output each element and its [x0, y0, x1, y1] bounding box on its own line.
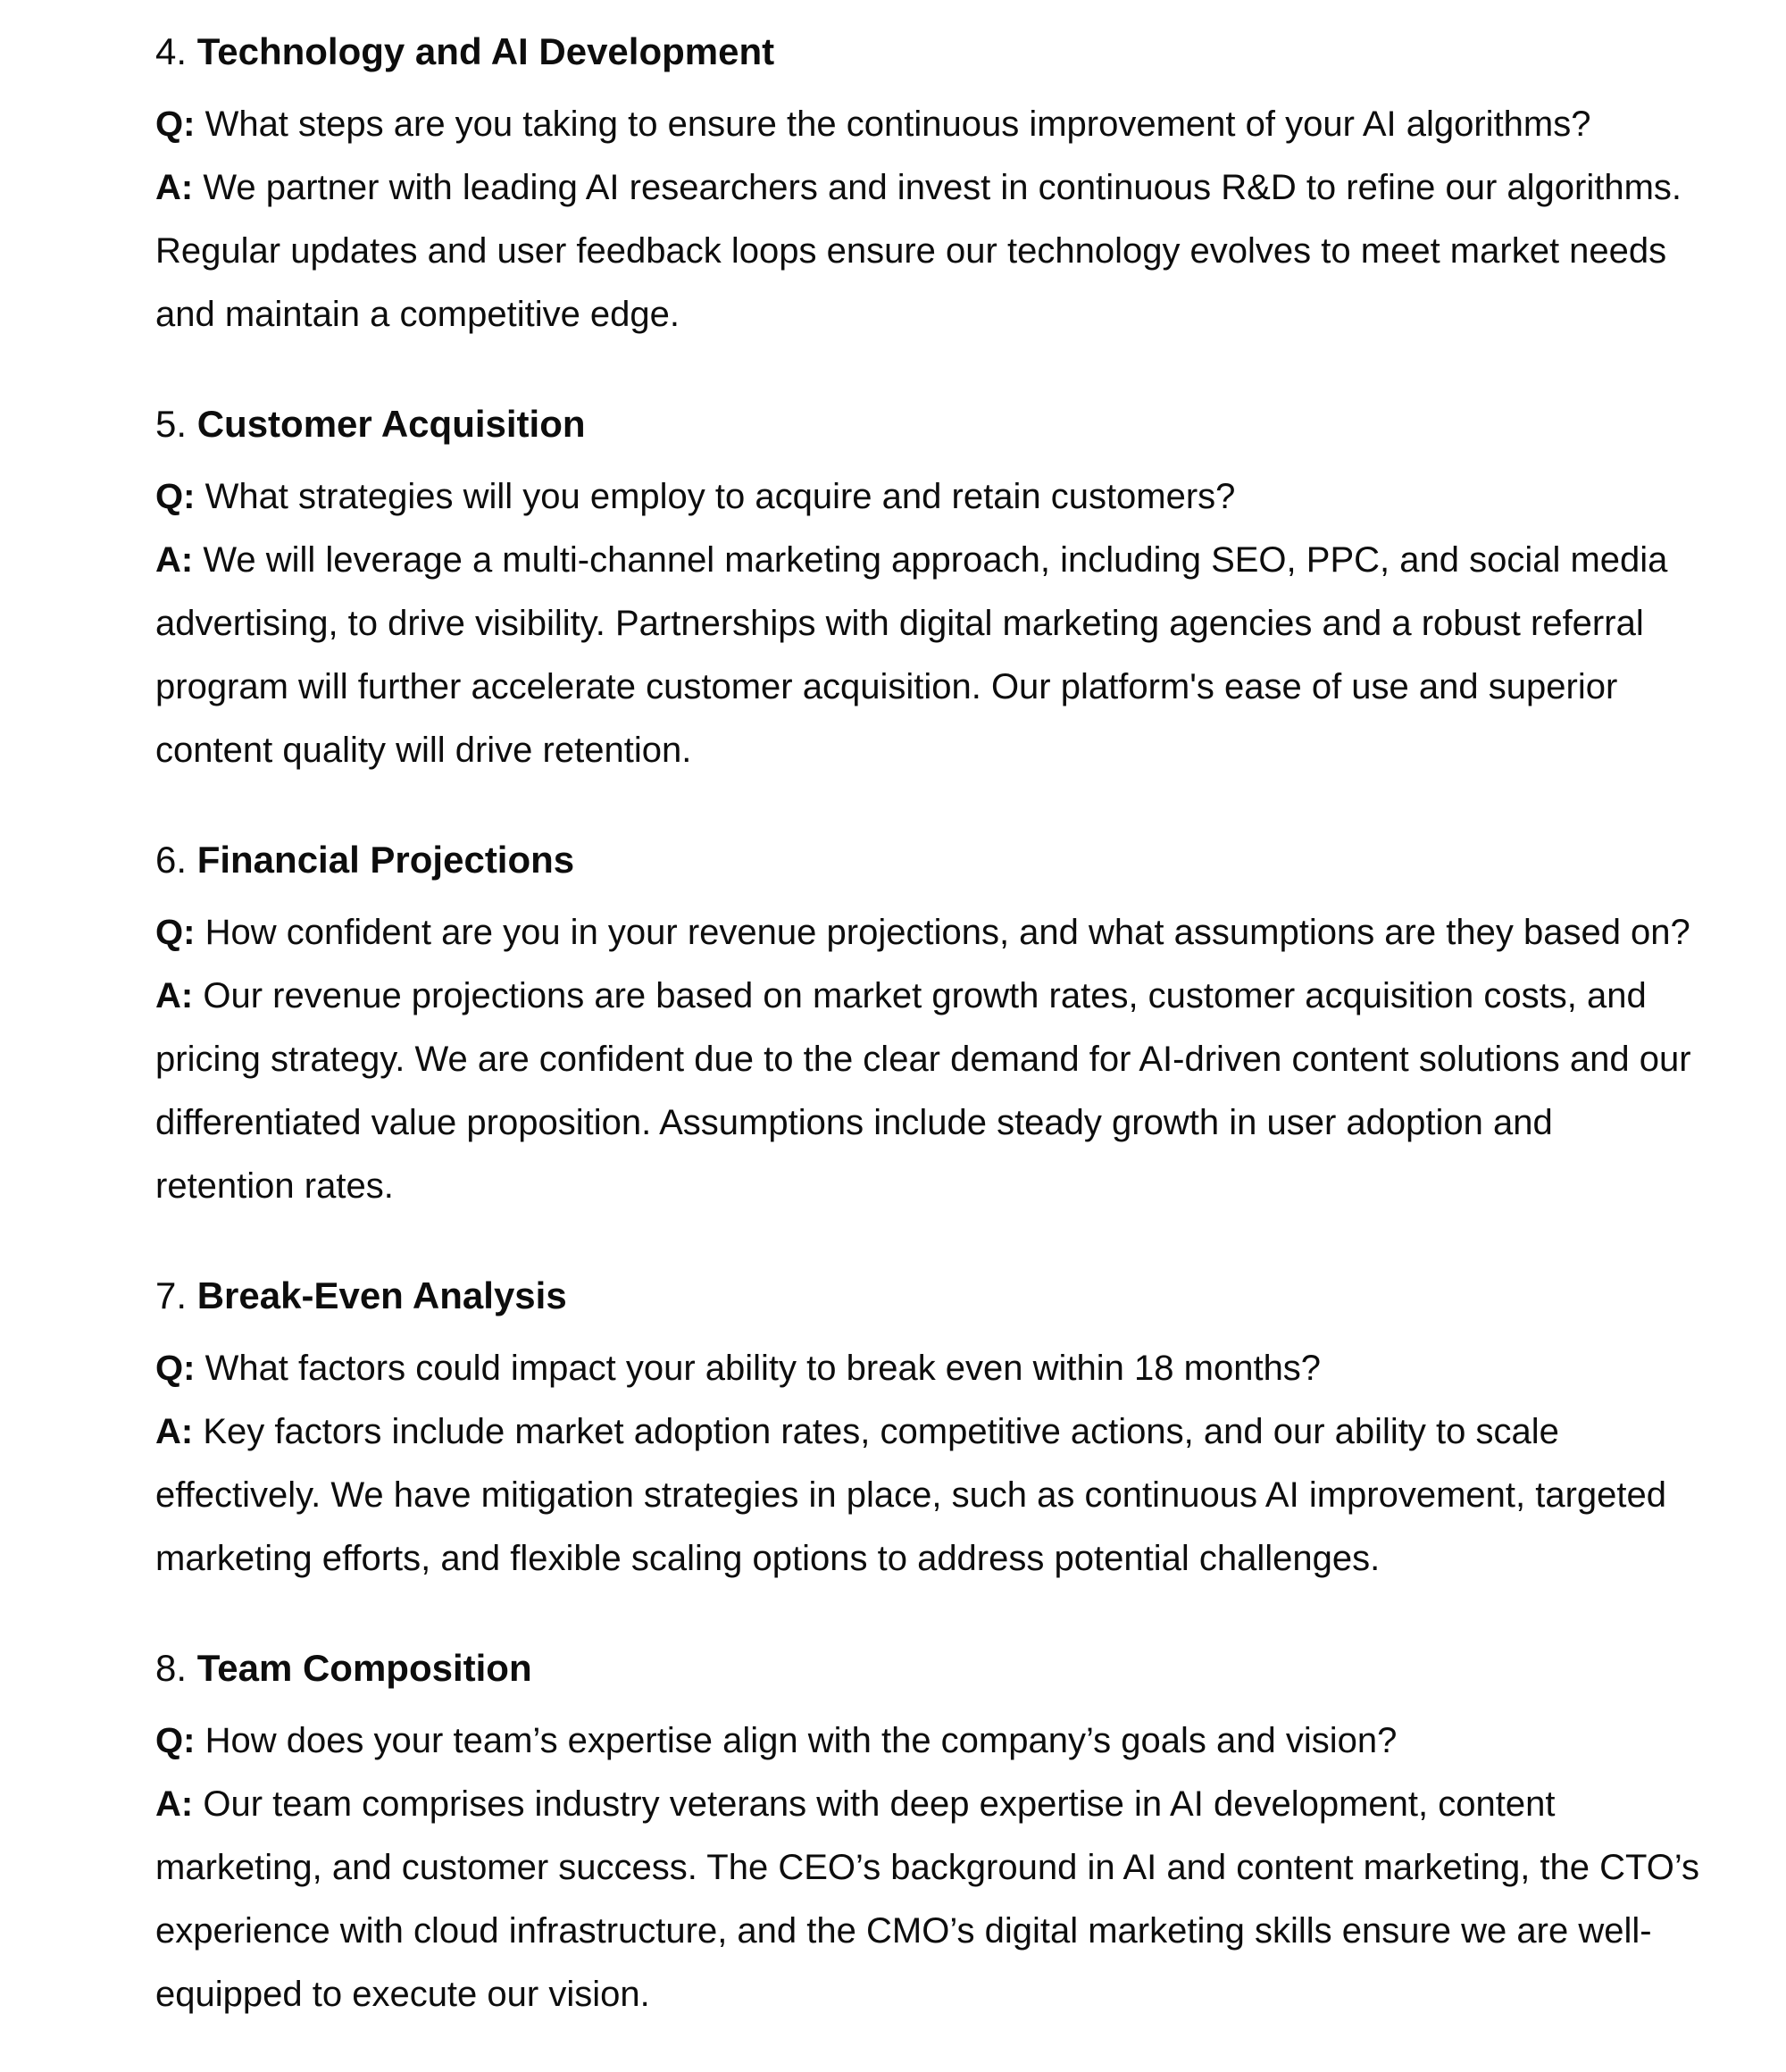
- answer: [155, 529, 1763, 782]
- answer-text: Our team comprises industry veterans with deep expertise in AI development, content marketing, and customer success. The CEO’s background in AI and content marketing, the CTO’s experience with cloud infrastructure, and the CMO’s digital marketing skills ensure we are well- equipped to execute our vision.: [155, 1784, 1700, 2014]
- answer: [155, 1773, 1763, 2026]
- section-financial-projections: [155, 828, 1763, 1218]
- answer: [155, 965, 1763, 1218]
- section-break-even-analysis: [155, 1264, 1763, 1591]
- question: [155, 901, 1763, 965]
- section-title: Financial Projections: [196, 839, 575, 881]
- section-number: 4.: [155, 30, 188, 72]
- answer: [155, 156, 1763, 347]
- section-title: Team Composition: [196, 1647, 532, 1689]
- answer-label: A:: [155, 1784, 194, 1824]
- section-heading: [155, 392, 1763, 456]
- section-number: 7.: [155, 1274, 188, 1316]
- question-label: Q:: [155, 913, 196, 952]
- question-label: Q:: [155, 104, 196, 144]
- section-technology-ai: [155, 20, 1763, 347]
- answer-label: A:: [155, 540, 194, 580]
- answer-text: Key factors include market adoption rates, competitive actions, and our ability to scale effectively. We have mitigation strategies in place, such as continuous AI improvement, targeted marketing efforts, and flexible scaling options to address potential challenges.: [155, 1412, 1667, 1578]
- answer-label: A:: [155, 976, 194, 1015]
- section-number: 6.: [155, 839, 188, 881]
- answer-label: A:: [155, 1412, 194, 1451]
- answer-text: We partner with leading AI researchers and invest in continuous R&D to refine our algorithms. Regular updates and user feedback loops ensure our technology evolves to meet market needs and maintain a competitive edge.: [155, 168, 1682, 334]
- question-text: What steps are you taking to ensure the continuous improvement of your AI algorithms?: [204, 104, 1591, 144]
- section-team-composition: [155, 1636, 1763, 2026]
- question-text: How confident are you in your revenue projections, and what assumptions are they based on?: [204, 913, 1690, 952]
- answer-label: A:: [155, 168, 194, 207]
- question-label: Q:: [155, 1721, 196, 1760]
- section-heading: [155, 20, 1763, 84]
- section-title: Break-Even Analysis: [196, 1274, 567, 1316]
- question-label: Q:: [155, 477, 196, 516]
- document-body: [155, 20, 1763, 2072]
- answer: [155, 1400, 1763, 1591]
- question-label: Q:: [155, 1349, 196, 1388]
- section-title: Customer Acquisition: [196, 403, 586, 445]
- question-text: What strategies will you employ to acquire and retain customers?: [204, 477, 1236, 516]
- question: [155, 93, 1763, 156]
- section-number: 5.: [155, 403, 188, 445]
- section-heading: [155, 828, 1763, 892]
- question: [155, 1709, 1763, 1773]
- answer-text: We will leverage a multi-channel marketing approach, including SEO, PPC, and social media advertising, to drive visibility. Partnerships with digital marketing agencies and a robust referral program will further accelerate customer acquisition. Our platform's ease of use and superior content quality will drive retention.: [155, 540, 1668, 770]
- question: [155, 1337, 1763, 1400]
- section-customer-acquisition: [155, 392, 1763, 782]
- question: [155, 465, 1763, 529]
- section-heading: [155, 1264, 1763, 1328]
- section-title: Technology and AI Development: [196, 30, 775, 72]
- question-text: How does your team’s expertise align with the company’s goals and vision?: [204, 1721, 1398, 1760]
- section-heading: [155, 1636, 1763, 1700]
- section-number: 8.: [155, 1647, 188, 1689]
- question-text: What factors could impact your ability to break even within 18 months?: [204, 1349, 1322, 1388]
- answer-text: Our revenue projections are based on market growth rates, customer acquisition costs, and pricing strategy. We are confident due to the clear demand for AI-driven content solutions and our differentiated value proposition. Assumptions include steady growth in user adoption and retention rates.: [155, 976, 1691, 1206]
